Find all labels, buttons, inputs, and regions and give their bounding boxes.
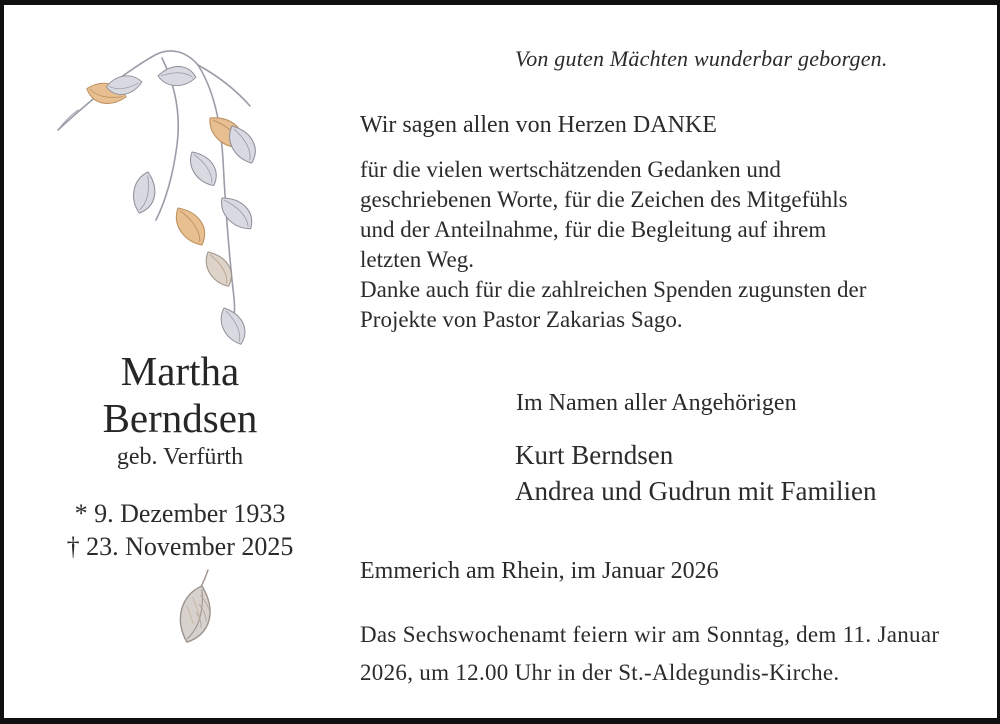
thanks-heading: Wir sagen allen von Herzen DANKE — [360, 112, 717, 138]
thanks-line: für die vielen wertschätzenden Gedanken und — [360, 157, 781, 182]
thanks-body — [360, 155, 866, 335]
family-names — [515, 437, 876, 509]
thanks-line: Projekte von Pastor Zakarias Sago. — [360, 307, 683, 332]
falling-leaf-icon — [152, 565, 227, 665]
death-date: † 23. November 2025 — [66, 532, 294, 561]
service-announcement — [360, 616, 939, 692]
thanks-line: letzten Weg. — [360, 247, 474, 272]
deceased-last-name: Berndsen — [102, 395, 258, 441]
deceased-name — [40, 348, 320, 442]
thanks-line: geschriebenen Worte, für die Zeichen des Mitgefühls — [360, 187, 848, 212]
motto-text: Von guten Mächten wunderbar geborgen. — [515, 46, 888, 71]
service-line: Das Sechswochenamt feiern wir am Sonntag, dem 11. Januar — [360, 622, 940, 647]
in-name-of-text: Im Namen aller Angehörigen — [516, 390, 797, 416]
place-date-text: Emmerich am Rhein, im Januar 2026 — [360, 558, 719, 584]
maiden-name: geb. Verfürth — [116, 444, 244, 470]
thanks-line: Danke auch für die zahlreichen Spenden zugunsten der — [360, 277, 867, 302]
birth-date: * 9. Dezember 1933 — [74, 499, 286, 528]
service-line: 2026, um 12.00 Uhr in der St.-Aldegundis-Kirche. — [360, 660, 840, 685]
deceased-first-name: Martha — [120, 348, 240, 394]
leaf-branch-icon — [50, 30, 265, 350]
thanks-line: und der Anteilnahme, für die Begleitung auf ihrem — [360, 217, 827, 242]
family-name-line: Kurt Berndsen — [515, 440, 674, 470]
life-dates — [40, 497, 320, 563]
family-name-line: Andrea und Gudrun mit Familien — [515, 476, 877, 506]
